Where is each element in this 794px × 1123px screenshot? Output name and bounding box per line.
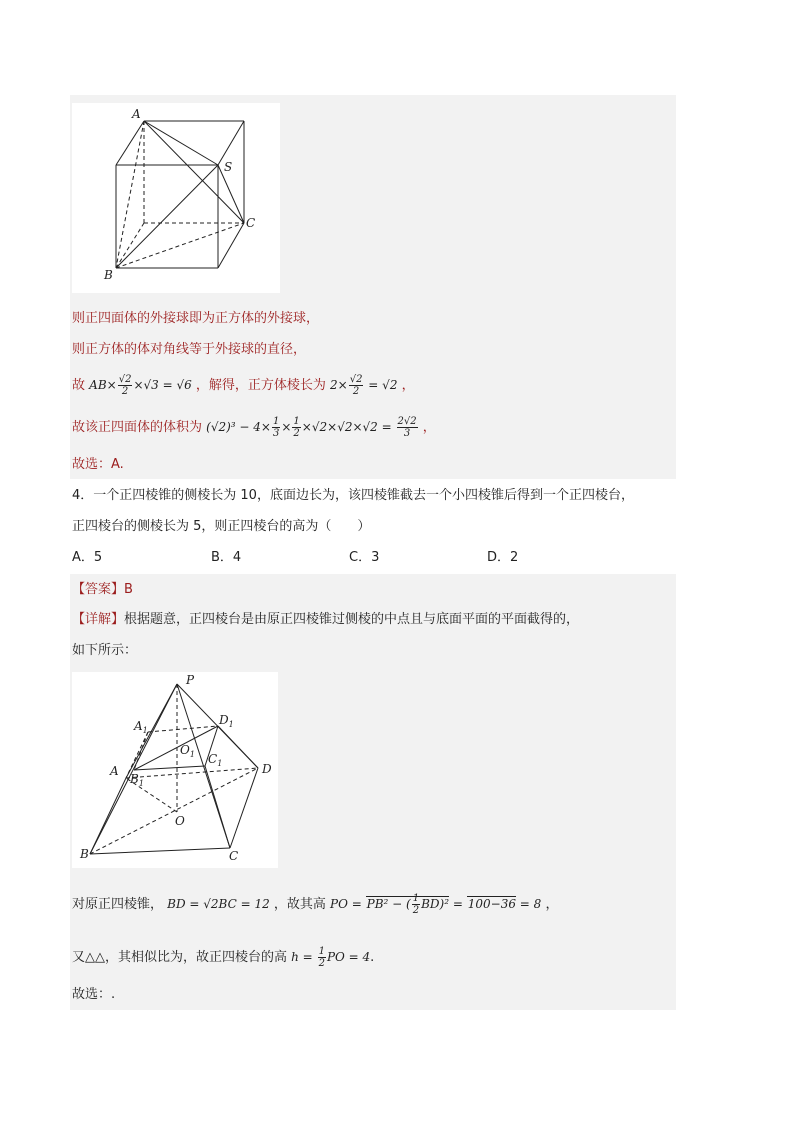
choice-c: C．3 [349,550,380,565]
answer-label: 【答案】 [72,582,125,597]
cube-figure [72,103,280,293]
solution4-line2-prefix: 又△△，其相似比为，故正四棱台的高 [72,950,287,965]
label-C1: $C_1$ [208,752,223,768]
solution4-line3-label: 故选： [72,987,112,1002]
label-O: O [175,814,185,828]
label-B1: $B_1$ [130,772,144,788]
answer-value: B [124,582,133,597]
solution1-line5-answer: A. [111,457,124,472]
solution1-line3-mid: ，解得，正方体棱长为 [195,378,326,393]
solution4-line1-mid: ，故其高 [273,897,326,912]
formula-bd: BD = √2BC = 12 [167,897,270,911]
cube-diagram [72,103,280,293]
label-S: S [224,160,233,174]
label-C: C [229,849,239,863]
answer4-line [72,580,133,600]
solution4-line2 [72,946,374,972]
choice-b: B．4 [211,550,242,565]
frustum-figure [72,672,278,868]
label-A: A [110,764,119,778]
label-C: C [246,216,256,230]
solution1-line3-end: ， [401,378,415,393]
formula-edge: 2× $\frac{√2}{2}$ = √2 [330,374,398,397]
label-B: B [80,847,89,861]
solution1-line4-end: ， [422,420,436,435]
solution4-line3 [72,985,115,1005]
label-O1: $O_1$ [180,743,195,759]
formula-volume: (√2)³ − 4× $\frac{1}{3}$ × $\frac{1}{2}$ ×√2×√2×√2 = $\frac{2√2}{3}$ [206,416,417,439]
question4-line2: 正四棱台的侧棱长为 5，则正四棱台的高为（ ） [72,519,371,534]
solution1-line3-prefix: 故 [72,378,86,393]
solution4-line1-prefix: 对原正四棱锥， [72,897,164,912]
frustum-diagram [72,672,278,868]
solution1-line5-label: 故选： [72,457,112,472]
choice-d: D．2 [487,550,519,565]
detail-text: 根据题意，正四棱台是由原正四棱锥过侧棱的中点且与底面平面的平面截得的， [124,612,580,627]
formula-h: h = $\frac{1}{2}$ PO = 4 [291,946,371,969]
detail-line2: 如下所示： [72,643,138,658]
label-A: A [132,107,141,121]
question4-line1: 4．一个正四棱锥的侧棱长为 10，底面边长为，该四棱锥截去一个小四棱锥后得到一个正四棱台， [72,488,634,503]
solution1-line2: 则正方体的体对角线等于外接球的直径， [72,342,307,357]
solution4-line1 [72,893,558,927]
solution4-line2-end: . [370,950,375,965]
solution1-line4-prefix: 故该正四面体的体积为 [72,420,203,435]
detail-label: 【详解】 [72,612,125,627]
formula-po: PO = PB² − ( $\frac{1}{2}$ BD)² = 100−36 = 8 [330,893,542,916]
choice-a: A．5 [72,550,103,565]
solution4-line3-end: . [111,987,116,1002]
solution1-line1: 则正四面体的外接球即为正方体的外接球， [72,311,320,326]
solution1-line3 [72,374,415,400]
label-A1: $A_1$ [134,719,148,735]
label-B: B [104,268,113,282]
label-P: P [186,673,195,687]
solution1-line4 [72,416,436,442]
label-D: D [262,762,272,776]
solution1-line5 [72,455,124,475]
label-D1: $D_1$ [219,713,234,729]
detail-line [72,610,579,630]
solution4-line1-end: ， [545,897,559,912]
formula-ab: AB× $\frac{√2}{2}$ ×√3 = √6 [89,374,192,397]
